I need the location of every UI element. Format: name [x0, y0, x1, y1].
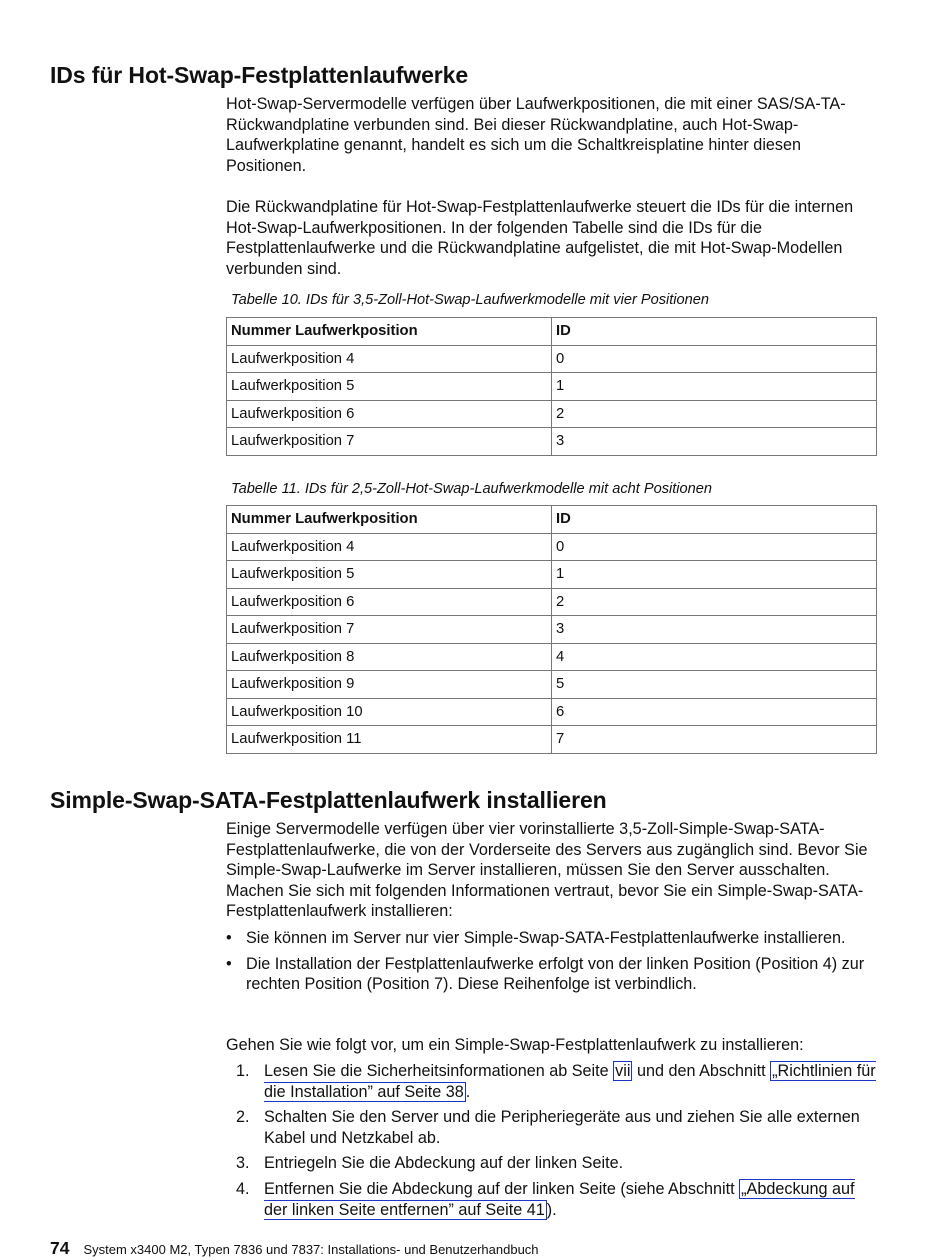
- table-row: [227, 561, 877, 589]
- step-text: Lesen Sie die Sicherheitsinformationen ab Seite: [264, 1062, 614, 1080]
- step-text: ).: [546, 1200, 557, 1219]
- paragraph: Die Rückwandplatine für Hot-Swap-Festplattenlaufwerke steuert die IDs für die internen Hot-Swap-Laufwerkpositionen. In der folgenden Tabelle sind die IDs für die Festplattenlaufwerke und die Rückwandplatine aufgelistet, die mit Hot-Swap-Modellen verbunden sind.: [226, 198, 854, 278]
- list-item-text: Die Installation der Festplattenlaufwerke erfolgt von der linken Position (Position 4) zur rechten Position (Position 7). Diese Reihenfolge ist verbindlich.: [246, 954, 865, 994]
- table-row: [227, 671, 877, 699]
- info-bullet-list: [226, 928, 876, 995]
- list-item: [226, 1061, 878, 1102]
- table-row: [227, 345, 877, 373]
- cell-position: Laufwerkposition 4: [227, 533, 552, 561]
- cell-id: 7: [552, 726, 877, 754]
- step-text: Schalten Sie den Server und die Peripheriegeräte aus und ziehen Sie alle externen Kabel und Netzkabel ab.: [264, 1108, 860, 1147]
- install-steps-list: [226, 1061, 878, 1220]
- cell-position: Laufwerkposition 5: [227, 373, 552, 401]
- header-cell-id: ID: [552, 506, 877, 534]
- cell-id: 2: [552, 400, 877, 428]
- page-footer: [50, 1238, 539, 1259]
- cell-position: Laufwerkposition 10: [227, 698, 552, 726]
- cell-id: 2: [552, 588, 877, 616]
- header-cell-position: Nummer Laufwerkposition: [227, 506, 552, 534]
- table-row: [227, 616, 877, 644]
- cell-position: Laufwerkposition 8: [227, 643, 552, 671]
- hot-swap-ids-paragraph: [226, 197, 878, 279]
- header-cell-id: ID: [552, 318, 877, 346]
- table-header-row: [227, 318, 877, 346]
- list-item: [226, 928, 876, 949]
- cell-id: 5: [552, 671, 877, 699]
- step-text: Entfernen Sie die Abdeckung auf der linken Seite (siehe Abschnitt: [264, 1179, 740, 1198]
- paragraph: Gehen Sie wie folgt vor, um ein Simple-Swap-Festplattenlaufwerk zu installieren:: [226, 1036, 804, 1054]
- step-number: 1.: [236, 1062, 250, 1080]
- table-11-caption: Tabelle 11. IDs für 2,5-Zoll-Hot-Swap-Laufwerkmodelle mit acht Positionen: [231, 481, 713, 497]
- cell-position: Laufwerkposition 6: [227, 400, 552, 428]
- cell-id: 4: [552, 643, 877, 671]
- list-item: [226, 1153, 878, 1174]
- step-text: .: [465, 1082, 471, 1101]
- cell-id: 1: [552, 561, 877, 589]
- table-11: [226, 505, 877, 754]
- table-row: [227, 643, 877, 671]
- cell-id: 6: [552, 698, 877, 726]
- bullet-icon: •: [226, 929, 232, 947]
- cell-position: Laufwerkposition 6: [227, 588, 552, 616]
- page-vii-link[interactable]: vii: [615, 1062, 631, 1080]
- cell-position: Laufwerkposition 5: [227, 561, 552, 589]
- hot-swap-intro-paragraph: [226, 94, 878, 176]
- step-number: 4.: [236, 1179, 250, 1198]
- step-text: Entriegeln Sie die Abdeckung auf der linken Seite.: [264, 1154, 624, 1173]
- table-10: [226, 317, 877, 456]
- list-item-text: Sie können im Server nur vier Simple-Swap-SATA-Festplattenlaufwerke installieren.: [246, 929, 846, 947]
- cell-position: Laufwerkposition 9: [227, 671, 552, 699]
- cell-id: 1: [552, 373, 877, 401]
- table-row: [227, 698, 877, 726]
- cell-id: 0: [552, 345, 877, 373]
- table-10-caption: Tabelle 10. IDs für 3,5-Zoll-Hot-Swap-Laufwerkmodelle mit vier Positionen: [231, 292, 710, 308]
- table-row: [227, 400, 877, 428]
- cell-position: Laufwerkposition 7: [227, 428, 552, 456]
- page-number: 74: [50, 1238, 70, 1258]
- table-row: [227, 588, 877, 616]
- cell-id: 3: [552, 616, 877, 644]
- cell-position: Laufwerkposition 4: [227, 345, 552, 373]
- steps-intro-paragraph: [226, 1035, 878, 1056]
- footer-title: System x3400 M2, Typen 7836 und 7837: Installations- und Benutzerhandbuch: [83, 1242, 539, 1257]
- header-cell-position: Nummer Laufwerkposition: [227, 318, 552, 346]
- list-item: [226, 1179, 878, 1220]
- installation-guidelines-link[interactable]: „Richtlinien für die Installation” auf Seite 38: [264, 1062, 876, 1101]
- cell-id: 3: [552, 428, 877, 456]
- section-heading-simple-swap: Simple-Swap-SATA-Festplattenlaufwerk installieren: [50, 787, 607, 813]
- step-number: 2.: [236, 1108, 250, 1127]
- cell-position: Laufwerkposition 11: [227, 726, 552, 754]
- paragraph: Einige Servermodelle verfügen über vier vorinstallierte 3,5-Zoll-Simple-Swap-SATA-Festplattenlaufwerke, die von der Vorderseite des Servers aus zugänglich sind. Bevor Sie Simple-Swap-Laufwerke im Server installieren, müssen Sie den Server ausschalten. Machen Sie sich mit folgenden Informationen vertraut, bevor Sie ein Simple-Swap-SATA-Festplattenlaufwerk installieren:: [226, 820, 868, 921]
- table-row: [227, 373, 877, 401]
- paragraph: Hot-Swap-Servermodelle verfügen über Laufwerkpositionen, die mit einer SAS/SA-TA-Rückwandplatine verbunden sind. Bei dieser Rückwandplatine, auch Hot-Swap-Laufwerkplatine genannt, handelt es sich um die Schaltkreisplatine hinter diesen Positionen.: [226, 95, 846, 175]
- step-text: und den Abschnitt: [632, 1062, 771, 1080]
- table-row: [227, 726, 877, 754]
- cell-position: Laufwerkposition 7: [227, 616, 552, 644]
- table-row: [227, 533, 877, 561]
- table-row: [227, 428, 877, 456]
- remove-left-cover-link[interactable]: „Abdeckung auf der linken Seite entfernen” auf Seite 41: [264, 1179, 855, 1219]
- list-item: [226, 1107, 878, 1148]
- section-heading-hot-swap-ids: IDs für Hot-Swap-Festplattenlaufwerke: [50, 62, 469, 88]
- list-item: [226, 954, 876, 995]
- bullet-icon: •: [226, 954, 232, 973]
- step-number: 3.: [236, 1154, 250, 1173]
- simple-swap-intro-paragraph: [226, 819, 878, 922]
- table-header-row: [227, 506, 877, 534]
- cell-id: 0: [552, 533, 877, 561]
